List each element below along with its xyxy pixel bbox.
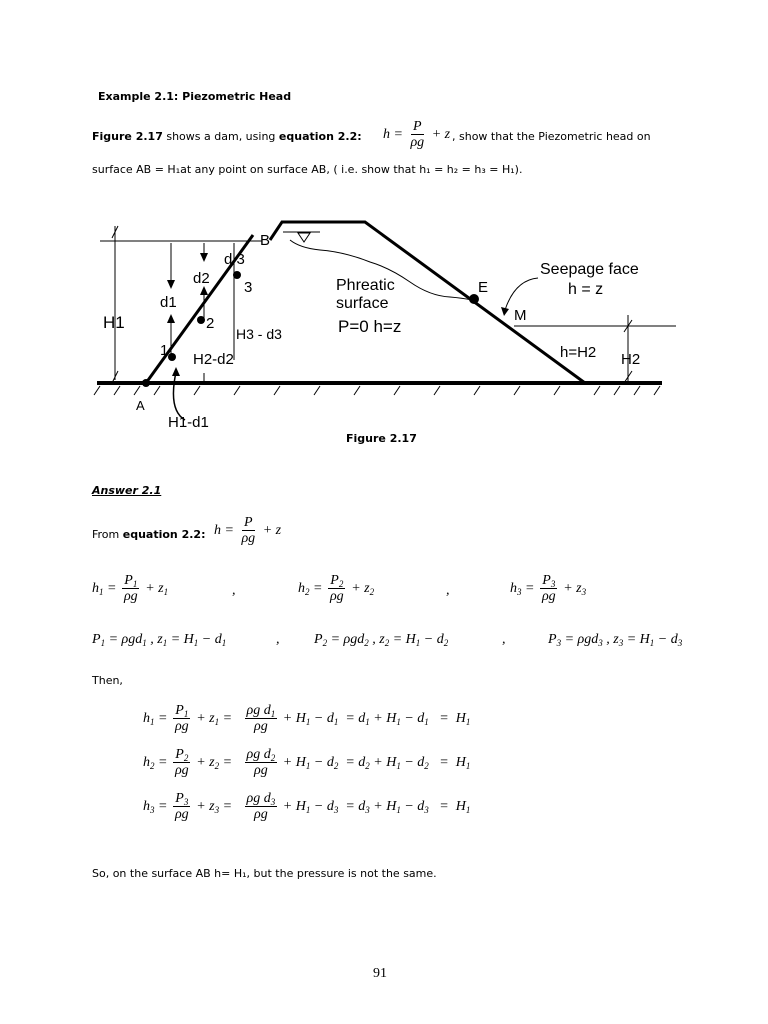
seepage-label-1: Seepage face: [540, 261, 639, 278]
page-number: 91: [373, 966, 387, 981]
eq-p2: $P_2 = \rho gd_2$ , $z_2 = H_1 - d_2$: [314, 632, 449, 648]
from-line: From equation 2.2:: [92, 528, 206, 541]
label-d2: d2: [193, 270, 210, 287]
intro-text-b: , show that the Piezometric head on: [452, 130, 651, 143]
phreatic-label-3: P=0 h=z: [338, 317, 402, 336]
equation-ref: equation 2.2:: [278, 130, 362, 143]
label-d3: d 3: [224, 251, 245, 268]
figure-caption: Figure 2.17: [346, 432, 417, 445]
derivation-h2: $h_2$ = $\frac{P_2}{\rho g}$ + $z_2$ = $\frac{\rho g d_2}{\rho g}$ + $H_1 - d_2 = d_2 + H_1 - d_2$ = $H_1$: [143, 747, 471, 778]
derivation-h3: $h_3$ = $\frac{P_3}{\rho g}$ + $z_3$ = $\frac{\rho g d_3}{\rho g}$ + $H_1 - d_3 = d_3 + H_1 - d_3$ = $H_1$: [143, 791, 471, 822]
from-equation: h = $\frac{P}{\rho g}$ + z: [214, 515, 282, 546]
eq-h3: $h_3$ = $\frac{P_3}{\rho g}$ + $z_3$: [510, 573, 587, 604]
label-B: B: [260, 232, 271, 249]
label-point-3: 3: [244, 279, 253, 296]
comma-1: ,: [232, 583, 236, 598]
label-H2: H2: [621, 351, 641, 368]
eq-h2: $h_2$ = $\frac{P_2}{\rho g}$ + $z_2$: [298, 573, 375, 604]
eq-p1: $P_1 = \rho gd_1$ , $z_1 = H_1 - d_1$: [92, 632, 227, 648]
label-H2-d2: H2-d2: [193, 351, 234, 368]
intro-equation: h = $\frac{P}{\rho g}$ + z: [383, 119, 451, 150]
eq-p3: $P_3 = \rho gd_3$ , $z_3 = H_1 - d_3$: [548, 632, 683, 648]
example-title: Example 2.1: Piezometric Head: [98, 90, 292, 103]
eq-h1: $h_1$ = $\frac{P_1}{\rho g}$ + $z_1$: [92, 573, 169, 604]
phreatic-label-1: Phreatic: [336, 277, 395, 294]
then-label: Then,: [92, 674, 123, 687]
label-point-2: 2: [206, 315, 215, 332]
figure-ref: Figure 2.17: [92, 130, 163, 143]
dam-figure: [0, 0, 768, 440]
label-H1-d1: H1-d1: [168, 414, 209, 431]
label-d1: d1: [160, 294, 177, 311]
seepage-label-2: h = z: [568, 281, 604, 298]
intro-line-2: surface AB = H₁at any point on surface AB, ( i.e. show that h₁ = h₂ = h₃ = H₁).: [92, 163, 523, 176]
label-H1: H1: [103, 313, 125, 332]
phreatic-label-2: surface: [336, 295, 389, 312]
label-point-1: 1: [160, 342, 169, 359]
comma-2: ,: [446, 583, 450, 598]
derivation-h1: $h_1$ = $\frac{P_1}{\rho g}$ + $z_1$ = $\frac{\rho g d_1}{\rho g}$ + $H_1 - d_1 = d_1 + H_1 - d_1$ = $H_1$: [143, 703, 471, 734]
label-h-eq-H2: h=H2: [560, 344, 597, 361]
label-H3-d3: H3 - d3: [236, 326, 282, 342]
comma-3: ,: [276, 632, 280, 647]
label-E: E: [478, 279, 489, 296]
answer-title: Answer 2.1: [92, 484, 162, 497]
conclusion: So, on the surface AB h= H₁, but the pressure is not the same.: [92, 867, 437, 880]
intro-text-a: shows a dam, using: [162, 130, 279, 143]
label-M: M: [514, 307, 527, 324]
comma-4: ,: [502, 632, 506, 647]
label-A: A: [136, 398, 145, 413]
